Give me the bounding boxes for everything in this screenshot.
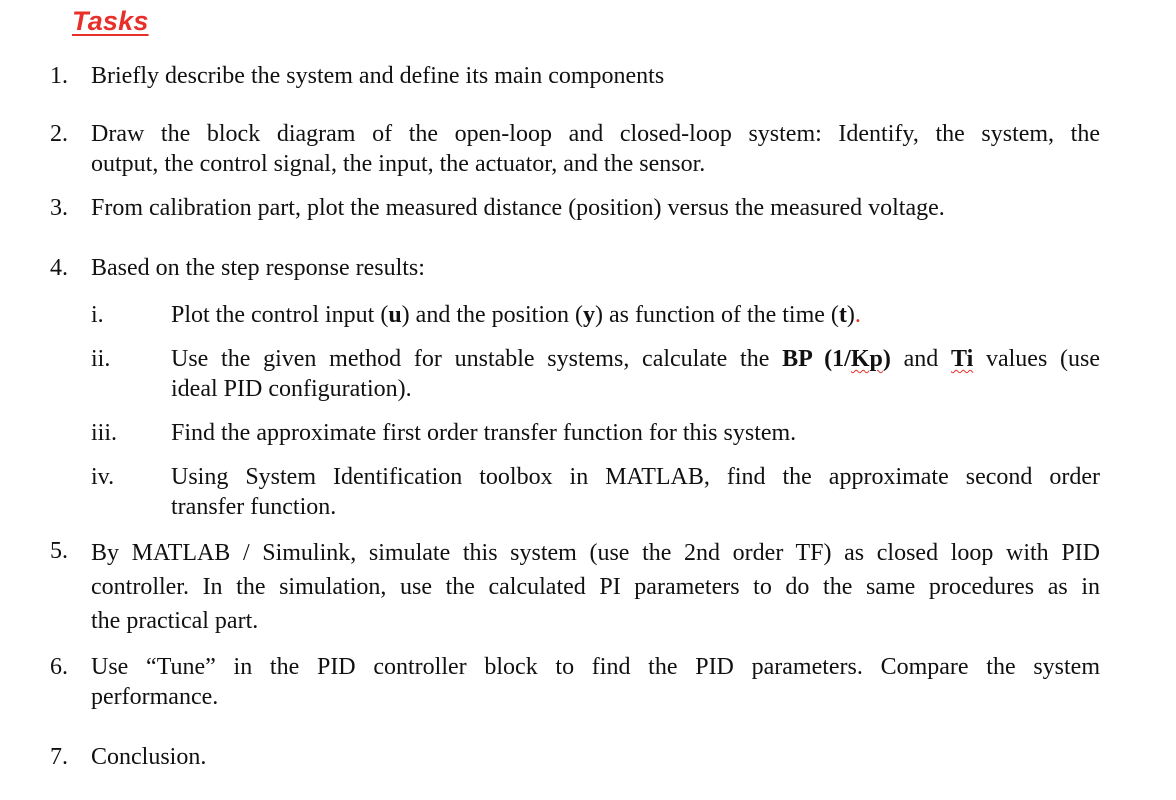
item-text: [91, 61, 1100, 91]
item-line: Conclusion.: [91, 744, 207, 770]
item-number: 5.: [50, 538, 68, 564]
item-line: Briefly describe the system and define its main components: [91, 63, 665, 89]
item-line: Use “Tune” in the PID controller block to find the PID parameters. Compare the system: [91, 654, 1100, 680]
subitem-text: [171, 344, 1100, 404]
subitem-text-part: and: [890, 346, 951, 372]
item-line: Based on the step response results:: [91, 255, 425, 281]
subitem-number: ii.: [91, 346, 111, 372]
subitem-bold-bp: BP (1/Kp): [782, 346, 891, 372]
spellcheck-kp: Kp: [850, 346, 883, 372]
item-text: [91, 742, 1100, 772]
item-line: Draw the block diagram of the open-loop and closed-loop system: Identify, the system, the: [91, 121, 1100, 147]
item-text: [91, 119, 1100, 179]
subitem-text-part: ) as function of the time (: [594, 302, 839, 328]
item-text: [91, 193, 1100, 223]
subitem-line: [171, 344, 1100, 374]
item-number: 6.: [50, 654, 68, 680]
item-text: [91, 253, 1100, 283]
subitem-text-part: ) and the position (: [401, 302, 583, 328]
item-number: 7.: [50, 744, 68, 770]
item-number: 4.: [50, 255, 68, 281]
subitem-text: [171, 418, 1100, 448]
spellcheck-ti: Ti: [951, 346, 974, 372]
item-text: [91, 652, 1100, 712]
item-number: 3.: [50, 195, 68, 221]
page-title: Tasks: [72, 6, 149, 36]
item-text: [91, 536, 1100, 638]
item-line: By MATLAB / Simulink, simulate this system (use the 2nd order TF) as closed loop with PID: [91, 540, 1100, 566]
subitem-text-part: Use the given method for unstable systems, calculate the: [171, 346, 783, 372]
item-line: controller. In the simulation, use the calculated PI parameters to do the same procedures as in: [91, 574, 1100, 600]
item-number: 1.: [50, 63, 68, 89]
subitem-number: iii.: [91, 420, 118, 446]
subitem-period: .: [854, 302, 861, 328]
subitem-text: [171, 462, 1100, 522]
subitem-bold-u: u: [388, 302, 402, 328]
item-line: From calibration part, plot the measured distance (position) versus the measured voltage.: [91, 195, 945, 221]
subitem-line: Using System Identification toolbox in MATLAB, find the approximate second order: [171, 464, 1100, 490]
subitem-bold-y: y: [582, 302, 595, 328]
subitem-number: iv.: [91, 464, 115, 490]
item-line: output, the control signal, the input, the actuator, and the sensor.: [91, 151, 706, 177]
item-line: performance.: [91, 684, 219, 710]
item-number: 2.: [50, 121, 68, 147]
subitem-number: i.: [91, 302, 104, 328]
item-line: the practical part.: [91, 608, 259, 634]
subitem-line: Find the approximate first order transfer function for this system.: [171, 420, 797, 446]
subitem-text: [171, 300, 1100, 330]
subitem-text-part: values (use: [973, 346, 1101, 372]
subitem-line: transfer function.: [171, 494, 337, 520]
subitem-text-part: ): [846, 302, 855, 328]
subitem-line: ideal PID configuration).: [171, 376, 412, 402]
subitem-text-part: Plot the control input (: [171, 302, 389, 328]
subitem-bold-t: t: [838, 302, 847, 328]
